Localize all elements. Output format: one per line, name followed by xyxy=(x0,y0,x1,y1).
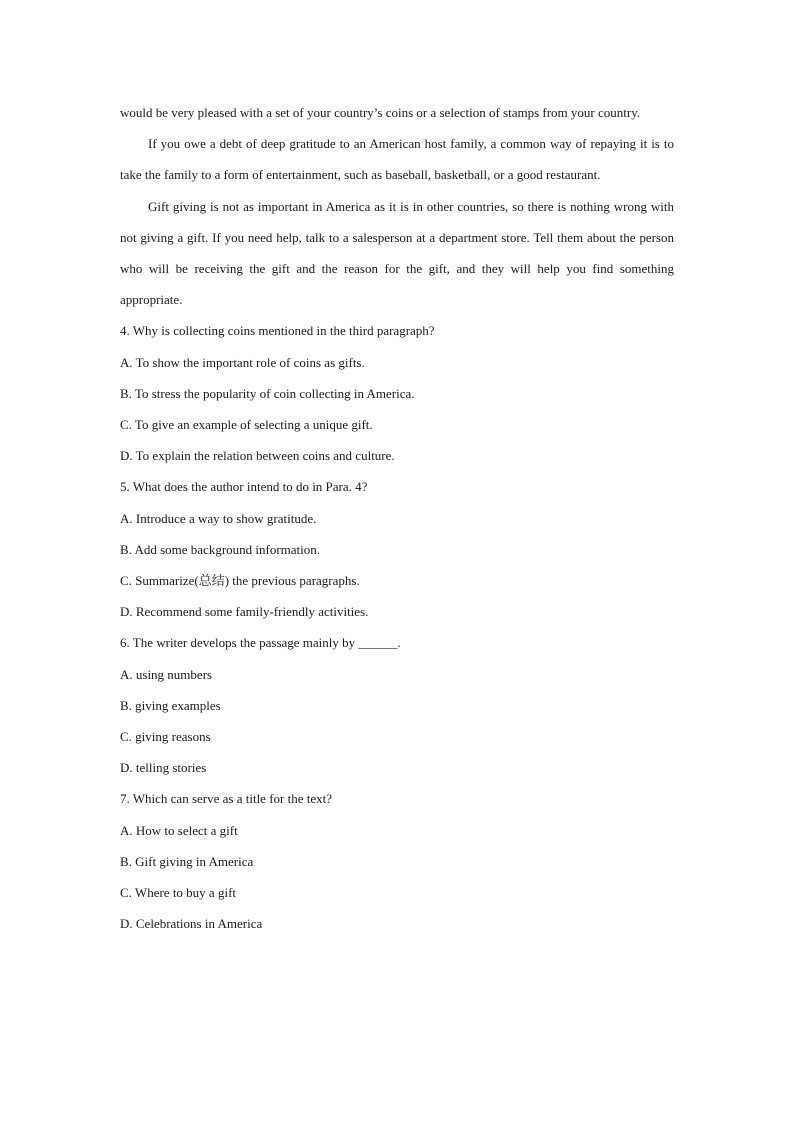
answer-option-d: D. To explain the relation between coins and culture. xyxy=(120,448,395,464)
document-page xyxy=(120,97,674,939)
question-stem: 4. Why is collecting coins mentioned in the third paragraph? xyxy=(120,323,435,339)
answer-option-b: B. Gift giving in America xyxy=(120,853,254,869)
answer-option-d: D. Celebrations in America xyxy=(120,916,263,932)
passage-paragraph-gift-giving: Gift giving is not as important in America as it is in other countries, so there is nothing wrong with not giving a gift. If you need help, talk to a salesperson at a department store. Tell them about the person who will be receiving the gift and the reason for the gift, and they will help you find something appropriate. xyxy=(120,198,674,308)
answer-option-c: C. To give an example of selecting a unique gift. xyxy=(120,417,373,433)
passage-paragraph-gratitude: If you owe a debt of deep gratitude to an American host family, a common way of repaying it is to take the family to a form of entertainment, such as baseball, basketball, or a good restaurant. xyxy=(120,136,674,183)
question-4 xyxy=(120,315,674,471)
question-5 xyxy=(120,471,674,627)
passage-paragraph-continued: would be very pleased with a set of your country’s coins or a selection of stamps from your country. xyxy=(120,105,641,120)
answer-option-c: C. Summarize(总结) the previous paragraphs. xyxy=(120,573,360,589)
question-stem: 5. What does the author intend to do in Para. 4? xyxy=(120,479,368,495)
answer-option-c: C. Where to buy a gift xyxy=(120,885,237,901)
answer-option-a: A. using numbers xyxy=(120,666,213,682)
answer-option-b: B. giving examples xyxy=(120,697,221,713)
answer-option-d: D. Recommend some family-friendly activities. xyxy=(120,604,369,620)
answer-option-a: A. To show the important role of coins as gifts. xyxy=(120,354,365,370)
answer-option-d: D. telling stories xyxy=(120,760,207,776)
answer-option-a: A. Introduce a way to show gratitude. xyxy=(120,510,317,526)
answer-option-b: B. Add some background information. xyxy=(120,541,321,557)
question-stem: 7. Which can serve as a title for the text? xyxy=(120,791,333,807)
answer-option-c: C. giving reasons xyxy=(120,729,211,745)
answer-option-b: B. To stress the popularity of coin collecting in America. xyxy=(120,385,415,401)
question-stem: 6. The writer develops the passage mainly by ______. xyxy=(120,635,401,651)
answer-option-a: A. How to select a gift xyxy=(120,822,238,838)
question-7 xyxy=(120,783,674,939)
question-6 xyxy=(120,627,674,783)
